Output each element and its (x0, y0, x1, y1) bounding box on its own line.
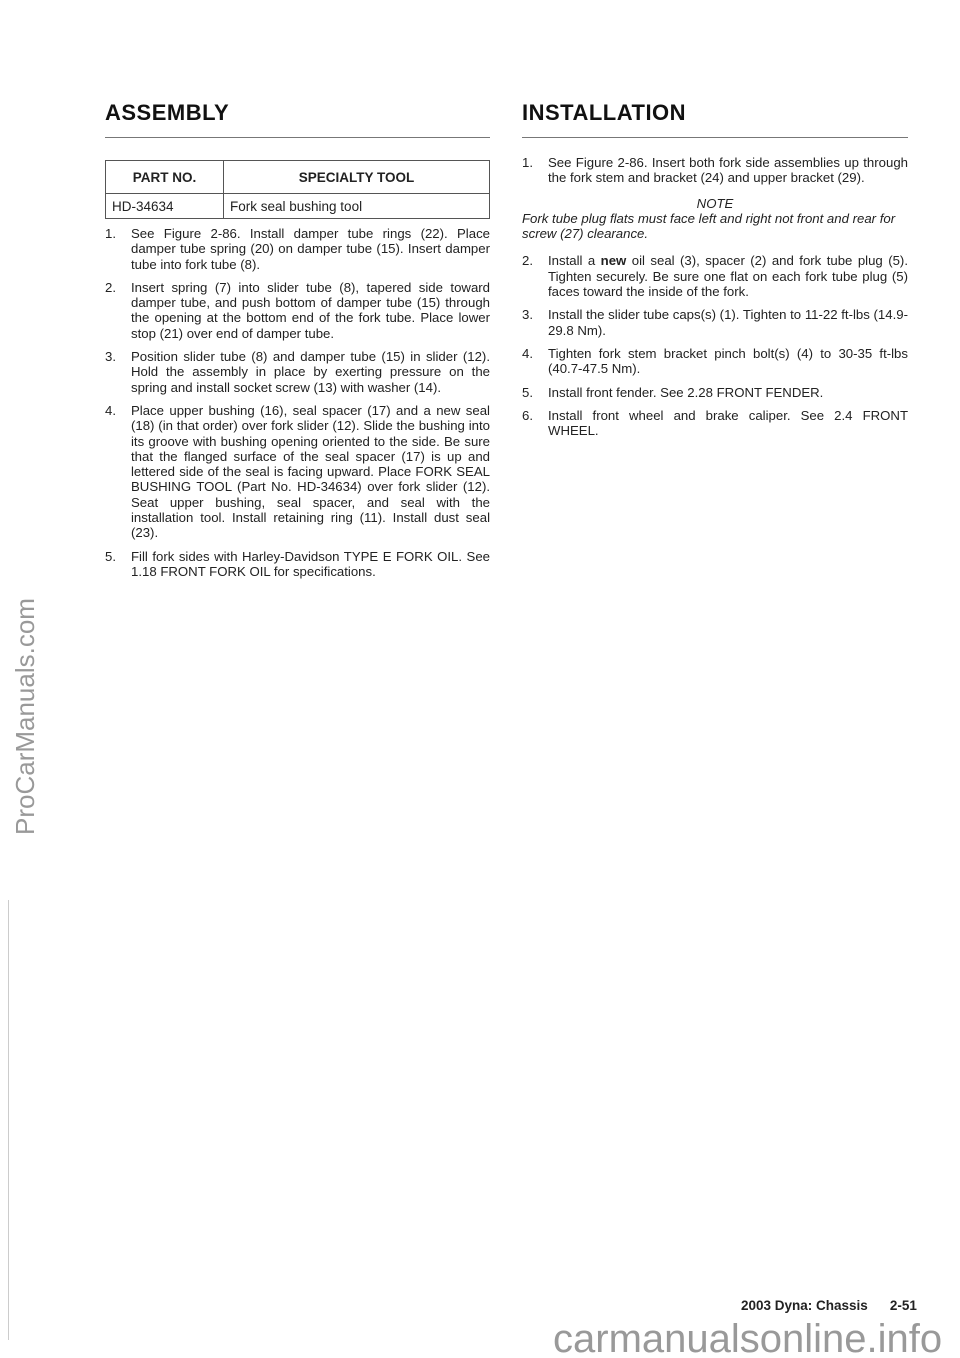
assembly-step: 5. Fill fork sides with Harley-Davidson TYPE E FORK OIL. See 1.18 FRONT FORK OIL for specifications. (105, 548, 490, 579)
assembly-rule (105, 137, 490, 138)
installation-step: 3. Install the slider tube caps(s) (1). Tighten to 11-22 ft-lbs (14.9-29.8 Nm). (522, 307, 908, 338)
installation-step: 5. Install front fender. See 2.28 FRONT FENDER. (522, 384, 824, 400)
assembly-step: 4. Place upper bushing (16), seal spacer (17) and a new seal (18) (in that order) over fork slider (12). Slide the bushing into its groove with bushing opening oriented to the side. Be sure that the flanged surface of the seal spacer (17) is up and lettered side of the seal is facing upward. Place FORK SEAL BUSHING TOOL (Part No. HD-34634) over fork slider (12). Seat upper bushing, seal spacer, and seal with the installation tool. Install retaining ring (11). Install dust seal (23). (105, 402, 490, 541)
installation-rule (522, 137, 908, 138)
installation-step: 1. See Figure 2-86. Insert both fork side assemblies up through the fork stem and bracket (24) and upper bracket (29). (522, 155, 908, 186)
page-footer (741, 1298, 939, 1314)
side-watermark: ProCarManuals.com (10, 598, 40, 835)
tool-cell: Fork seal bushing tool (224, 194, 490, 219)
bottom-watermark: carmanualsonline.info (553, 1317, 943, 1358)
assembly-step: 1. See Figure 2-86. Install damper tube rings (22). Place damper tube spring (20) on damper tube (15). Insert damper tube into fork tube (8). (105, 226, 490, 272)
installation-step: 6. Install front wheel and brake caliper. See 2.4 FRONT WHEEL. (522, 407, 908, 439)
assembly-heading: ASSEMBLY (105, 100, 230, 125)
header-part-no: PART NO. (106, 161, 224, 194)
assembly-step: 3. Position slider tube (8) and damper tube (15) in slider (12). Hold the assembly in place by exerting pressure on the spring and install socket screw (13) with washer (14). (105, 349, 490, 395)
specialty-tool-table (105, 160, 490, 219)
header-specialty-tool: SPECIALTY TOOL (224, 161, 490, 194)
table-row (106, 194, 490, 219)
scan-edge-line (8, 900, 9, 1340)
assembly-step: 2. Insert spring (7) into slider tube (8), tapered side toward damper tube, and push bottom of damper tube (15) through the opening at the bottom end of the fork tube. Place lower stop (21) over end of damper tube. (105, 279, 490, 341)
installation-step: 2. Install a new oil seal (3), spacer (2) and fork tube plug (5). Tighten securely. Be sure one flat on each fork tube plug (5) faces toward the inside of the fork. (522, 253, 908, 300)
assembly-steps (105, 226, 490, 587)
installation-steps (522, 155, 908, 446)
page-number: 2-51 (889, 1298, 917, 1313)
part-no-cell: HD-34634 (106, 194, 224, 219)
installation-heading: INSTALLATION (522, 100, 687, 125)
note: NOTE Fork tube plug flats must face left and right not front and rear for screw (27) clearance. (522, 195, 896, 242)
footer-title: 2003 Dyna: Chassis (741, 1298, 868, 1313)
installation-step: 4. Tighten fork stem bracket pinch bolt(s) (4) to 30-35 ft-lbs (40.7-47.5 Nm). (522, 345, 908, 377)
